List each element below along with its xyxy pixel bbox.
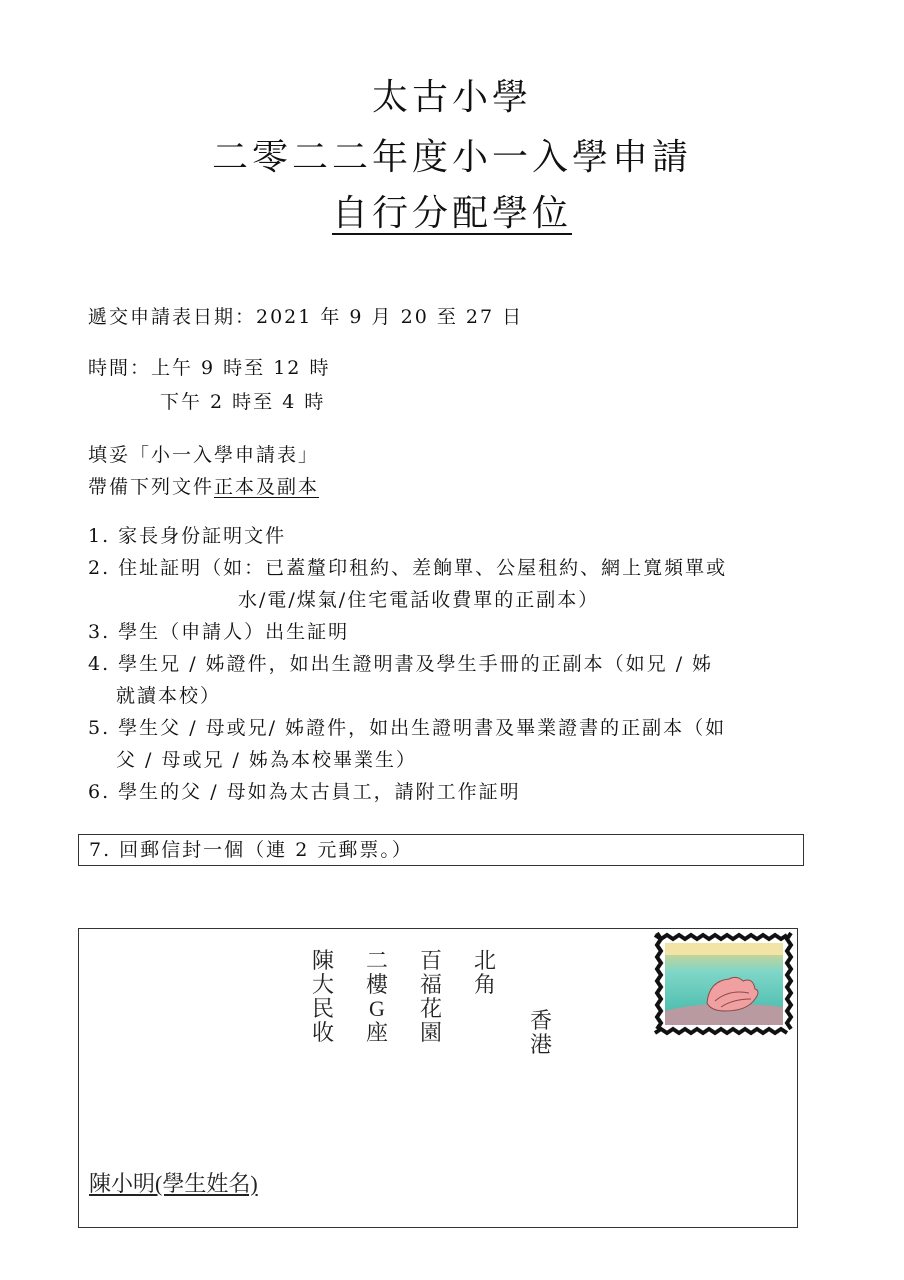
time-am: 上午 9 時至 12 時 — [151, 357, 331, 379]
list-item: 6. 學生的父 / 母如為太古員工，請附工作証明 — [88, 781, 521, 803]
time-pm: 下午 2 時至 4 時 — [160, 391, 326, 413]
sender-name: 陳小明(學生姓名) — [89, 1171, 258, 1196]
address-recipient: 陳大民收 — [311, 948, 334, 1045]
envelope-sample — [78, 928, 798, 1228]
time-line-am — [88, 351, 330, 385]
list-item: 2. 住址証明（如：已蓋釐印租約、差餉單、公屋租約、網上寬頻單或 — [88, 557, 728, 579]
list-item-continuation: 父 / 母或兄 / 姊為本校畢業生） — [116, 749, 417, 771]
address-district: 北角 — [473, 948, 496, 997]
time-label: 時間： — [88, 357, 152, 379]
list-item-continuation: 就讀本校） — [116, 685, 222, 707]
page-subtitle — [0, 186, 904, 242]
page-subtitle-text: 自行分配學位 — [331, 193, 572, 234]
submission-date: 遞交申請表日期：2021 年 9 月 20 至 27 日 — [88, 306, 524, 328]
list-item: 3. 學生（申請人）出生証明 — [88, 621, 350, 643]
stamp-icon — [651, 929, 797, 1039]
document-list — [88, 520, 727, 808]
list-item-continuation: 水/電/煤氣/住宅電話收費單的正副本） — [238, 589, 600, 611]
title-block — [0, 70, 904, 242]
address-region: 香港 — [529, 1008, 552, 1057]
school-name: 太古小學 — [371, 77, 532, 118]
list-item: 4. 學生兄 / 姊證件，如出生證明書及學生手冊的正副本（如兄 / 姊 — [88, 653, 714, 675]
fill-form-instruction: 填妥「小一入學申請表」 — [88, 444, 320, 466]
bring-emphasis: 正本及副本 — [214, 476, 320, 498]
bring-prefix: 帶備下列文件 — [88, 476, 215, 498]
page-title: 二零二二年度小一入學申請 — [211, 137, 692, 178]
bring-documents-instruction — [88, 470, 319, 504]
list-item: 1. 家長身份証明文件 — [88, 525, 287, 547]
envelope-requirement: 7. 回郵信封一個（連 2 元郵票。） — [78, 834, 804, 866]
address-floor: 二樓G座 — [365, 948, 388, 1045]
list-item: 5. 學生父 / 母或兄/ 姊證件，如出生證明書及畢業證書的正副本（如 — [88, 717, 727, 739]
address-estate: 百福花園 — [419, 948, 442, 1045]
